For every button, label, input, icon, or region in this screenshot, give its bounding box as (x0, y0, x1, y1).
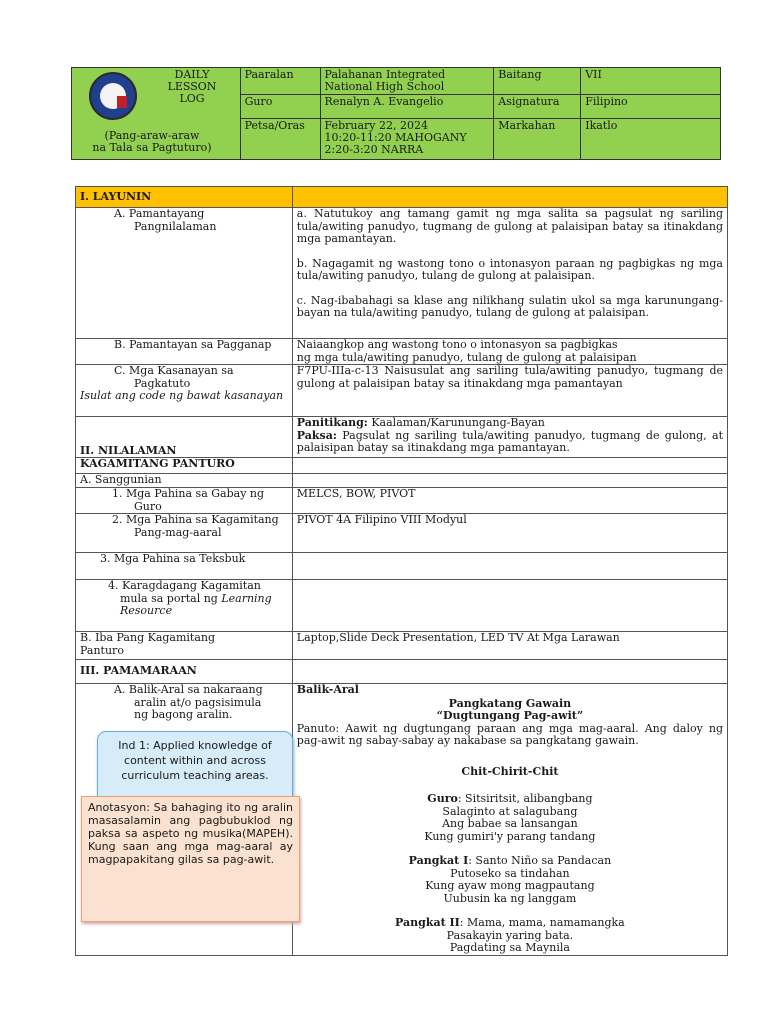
pangkat-2-verse: Pangkat II: Mama, mama, namamangka Pasakayin yaring bata. Pagdating sa Maynila (395, 916, 625, 954)
gabay-guro-value: MELCS, BOW, PIVOT (292, 488, 727, 514)
kagamitang-mag-aaral-label: 2. Mga Pahina sa Kagamitang Pang-mag-aaral (76, 514, 293, 553)
iba-pang-kagamitan-label: B. Iba Pang Kagamitang Panturo (76, 632, 293, 660)
objective-b: b. Nagagamit ng wastong tono o intonasyon paraan ng pagbigkas ng mga tula/awiting panudyo, tulang de gulong at palaisipan. (296, 256, 723, 282)
paaralan-label: Paaralan (240, 68, 320, 95)
nilalaman-heading: II. NILALAMAN (76, 417, 293, 458)
markahan-value: Ikatlo (581, 119, 721, 160)
petsa-value: February 22, 2024 10:20-11:20 MAHOGANY 2:20-3:20 NARRA (320, 119, 494, 160)
baitang-label: Baitang (494, 68, 581, 95)
paaralan-value: Palahanan Integrated National High School (320, 68, 494, 95)
kagamitang-mag-aaral-value: PIVOT 4A Filipino VIII Modyul (292, 514, 727, 553)
guro-value: Renalyn A. Evangelio (320, 95, 494, 119)
asignatura-label: Asignatura (494, 95, 581, 119)
balik-aral-title: Balik-Aral (296, 683, 359, 696)
kagamitan-heading: KAGAMITANG PANTURO (76, 458, 293, 474)
iba-pang-kagamitan-value: Laptop,Slide Deck Presentation, LED TV At Mga Larawan (292, 632, 727, 660)
anotasyon-callout: Anotasyon: Sa bahaging ito ng aralin masasalamin ang pagbubuklod ng paksa sa aspeto ng musika(MAPEH). Kung saan ang mga mag-aaral ay magpapakitang gilas sa pag-awit. (81, 796, 300, 922)
objective-c: c. Nag-ibabahagi sa klase ang nilikhang sulatin ukol sa mga karunungang-bayan na tula/awiting panudyo, tulang de gulong at palaisipan. (296, 293, 723, 319)
pamantayan-sa-pagganap-value: Naiaangkop ang wastong tono o intonasyon sa pagbigkas ng mga tula/awiting panudyo, tulang de gulong at palaisipan (292, 339, 727, 365)
kasanayan-note: Isulat ang code ng bawat kasanayan (80, 389, 284, 402)
baitang-value: VII (581, 68, 721, 95)
indicator-callout: Ind 1: Applied knowledge of content within and across curriculum teaching areas. (97, 731, 293, 807)
markahan-label: Markahan (494, 119, 581, 160)
dll-subtitle: (Pang-araw-araw na Tala sa Pagtuturo) (92, 129, 212, 154)
dll-title: DAILY LESSON LOG (167, 68, 217, 105)
sanggunian-label: A. Sanggunian (76, 474, 293, 488)
gabay-guro-label: 1. Mga Pahina sa Gabay ng Guro (76, 488, 293, 514)
guro-label: Guro (240, 95, 320, 119)
balik-aral-content (292, 684, 727, 956)
gawain-subtitle: “Dugtungang Pag-awit” (436, 709, 584, 722)
nilalaman-value: Panitikang: Kaalaman/Karunungang-Bayan Paksa: Pagsulat ng sariling tula/awiting panudyo, tugmang de gulong, at palaisipan batay sa itinakdang mga pamantayan. (292, 417, 727, 458)
pamamaraan-heading: III. PAMAMARAAN (76, 660, 293, 684)
guro-verse: Guro: Sitsiritsit, alibangbang Salaginto at salagubang Ang babae sa lansangan Kung gumiri'y parang tandang (424, 792, 596, 843)
layunin-heading-blank (292, 187, 727, 208)
pangkat-1-verse: Pangkat I: Santo Niño sa Pandacan Putoseko sa tindahan Kung ayaw mong magpautang Uubusin ka ng langgam (408, 854, 612, 905)
logo-cell (72, 68, 241, 160)
kasanayan-value: F7PU-IIIa-c-13 Naisusulat ang sariling tula/awiting panudyo, tugmang de gulong at palaisipan batay sa itinakdang mga pamantayan (292, 365, 727, 417)
asignatura-value: Filipino (581, 95, 721, 119)
pamantayang-pangnilalaman-value (292, 208, 727, 339)
pamantayan-sa-pagganap-label: B. Pamantayan sa Pagganap (76, 339, 293, 365)
kasanayan-label: C. Mga Kasanayan sa Pagkatuto Isulat ang code ng bawat kasanayan (76, 365, 293, 417)
gawain-title: Pangkatang Gawain (448, 696, 572, 710)
song-title: Chit-Chirit-Chit (461, 764, 559, 778)
petsa-label: Petsa/Oras (240, 119, 320, 160)
pamantayang-pangnilalaman-label: A. Pamantayang Pangnilalaman (76, 208, 293, 339)
objective-a: a. Natutukoy ang tamang gamit ng mga salita sa pagsulat ng sariling tula/awiting panudyo, tugmang de gulong at palaisipan batay sa itinakdang mga pamantayan. (296, 207, 723, 245)
balik-aral-label: A. Balik-Aral sa nakaraang aralin at/o pagsisimula ng bagong aralin. (76, 684, 293, 956)
teksbuk-label: 3. Mga Pahina sa Teksbuk (76, 553, 293, 580)
header-table (71, 67, 721, 160)
deped-seal-logo (89, 72, 137, 120)
learning-resource-label: 4. Karagdagang Kagamitan mula sa portal ng Learning Resource (76, 580, 293, 632)
layunin-heading: I. LAYUNIN (76, 187, 293, 208)
panuto-text: Panuto: Aawit ng dugtungang paraan ang mga mag-aaral. Ang daloy ng pag-awit ng sabay-sabay ay nakabase sa pangkatang gawain. (296, 721, 723, 747)
